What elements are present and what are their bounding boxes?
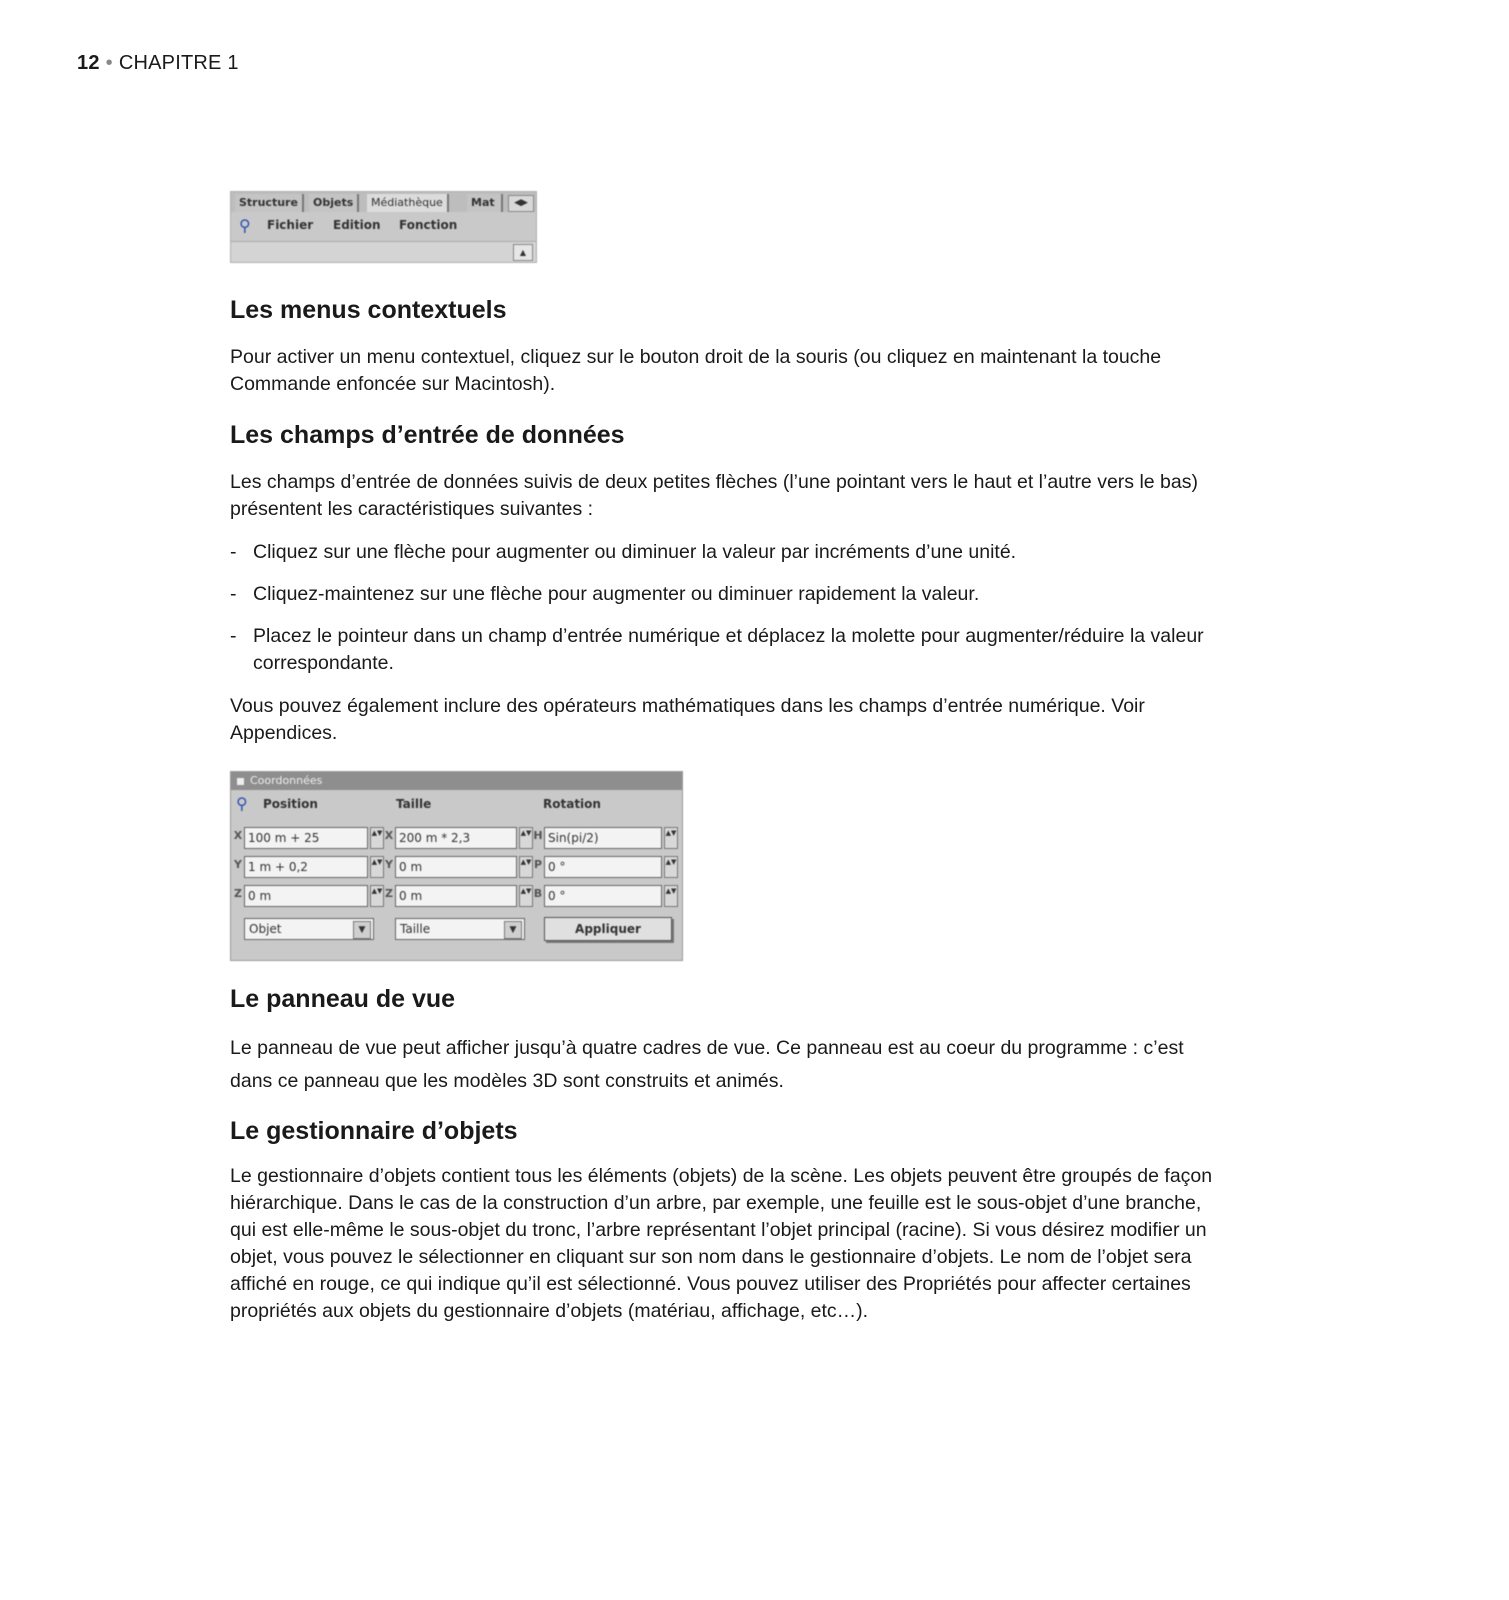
axis-label-p: P	[533, 858, 543, 871]
list-item	[230, 581, 1230, 608]
menu-bar	[231, 214, 536, 238]
spinner-arrows-icon[interactable]: ▲▼	[664, 885, 678, 907]
bullet-dash: -	[230, 625, 237, 647]
axis-label-y: Y	[234, 858, 242, 871]
size-mode-value: Taille	[400, 922, 431, 936]
rotation-b-field[interactable]: 0 °	[544, 885, 662, 907]
heading-menus-contextuels: Les menus contextuels	[230, 296, 507, 324]
spinner-arrows-icon[interactable]: ▲▼	[664, 856, 678, 878]
apply-button[interactable]: Appliquer	[544, 917, 672, 941]
chapter-label: CHAPITRE 1	[118, 52, 239, 74]
rotation-p-field[interactable]: 0 °	[544, 856, 662, 878]
tab-scroll-arrows-icon[interactable]: ◀▶	[508, 195, 534, 212]
toolbar-screenshot	[230, 191, 537, 263]
spinner-arrows-icon[interactable]: ▲▼	[519, 827, 533, 849]
axis-label-z: Z	[385, 887, 393, 900]
chevron-down-icon[interactable]: ▼	[353, 921, 371, 939]
list-item	[230, 623, 1230, 677]
bullet-dash: -	[230, 583, 237, 605]
panel-title-bar	[231, 772, 682, 790]
chevron-down-icon[interactable]: ▼	[504, 921, 522, 939]
list-item-text: Cliquez sur une flèche pour augmenter ou diminuer la valeur par incréments d’une unité.	[253, 541, 1017, 563]
heading-champs-entree: Les champs d’entrée de données	[230, 421, 625, 449]
list-item-text: Cliquez-maintenez sur une flèche pour augmenter ou diminuer rapidement la valeur.	[253, 583, 980, 605]
tab-bar	[231, 192, 536, 212]
axis-label-y: Y	[385, 858, 393, 871]
spinner-arrows-icon[interactable]: ▲▼	[370, 856, 384, 878]
paragraph-gestionnaire-objets: Le gestionnaire d’objets contient tous les éléments (objets) de la scène. Les objets peuvent être groupés de façon hiérarchique. Dans le cas de la construction d’un arbre, par exemple, une feuille est le sous-objet d’une branche, qui est elle-même le sous-objet du tronc, l’arbre représentant l’objet principal (racine). Si vous désirez modifier un objet, vous pouvez le sélectionner en cliquant sur son nom dans le gestionnaire d’objets. Le nom de l’objet sera affiché en rouge, ce qui indique qu’il est sélectionné. Vous pouvez utiliser des Propriétés pour affecter certaines propriétés aux objets du gestionnaire d’objets (matériau, affichage, etc…).	[230, 1165, 1213, 1322]
column-taille: Taille	[396, 797, 432, 811]
paragraph-champs-outro: Vous pouvez également inclure des opérateurs mathématiques dans les champs d’entrée numérique. Voir Appendices.	[230, 695, 1145, 744]
taille-z-field[interactable]: 0 m	[395, 885, 517, 907]
paragraph-menus-contextuels: Pour activer un menu contextuel, cliquez sur le bouton droit de la souris (ou cliquez en maintenant la touche Commande enfoncée sur Macintosh).	[230, 346, 1162, 395]
spinner-arrows-icon[interactable]: ▲▼	[519, 885, 533, 907]
spinner-arrows-icon[interactable]: ▲▼	[664, 827, 678, 849]
running-head	[77, 52, 239, 75]
axis-label-z: Z	[234, 887, 242, 900]
coordinate-system-select[interactable]	[244, 918, 374, 940]
scroll-up-icon[interactable]: ▲	[513, 244, 533, 261]
position-y-field[interactable]: 1 m + 0,2	[244, 856, 368, 878]
menu-fichier[interactable]: Fichier	[267, 218, 314, 232]
panel-title: Coordonnées	[250, 774, 323, 787]
page-number: 12	[77, 52, 100, 74]
separator-dot: •	[105, 52, 113, 74]
paragraph-champs-intro: Les champs d’entrée de données suivis de deux petites flèches (l’une pointant vers le haut et l’autre vers le bas) présentent les caractéristiques suivantes :	[230, 471, 1198, 520]
tab-mediatheque[interactable]: Médiathèque	[367, 194, 449, 212]
menu-edition[interactable]: Edition	[333, 218, 381, 232]
spinner-arrows-icon[interactable]: ▲▼	[519, 856, 533, 878]
position-x-field[interactable]: 100 m + 25	[244, 827, 368, 849]
paragraph-panneau-vue: Le panneau de vue peut afficher jusqu’à quatre cadres de vue. Ce panneau est au coeur du programme : c’est dans ce panneau que les modèles 3D sont construits et animés.	[230, 1037, 1184, 1092]
pin-icon[interactable]: ⚲	[236, 794, 248, 813]
column-position: Position	[263, 797, 318, 811]
pin-icon[interactable]: ⚲	[239, 216, 251, 235]
spinner-arrows-icon[interactable]: ▲▼	[370, 885, 384, 907]
axis-label-x: X	[233, 829, 243, 842]
size-mode-select[interactable]	[395, 918, 525, 940]
scrollbar[interactable]	[231, 241, 536, 262]
tab-structure[interactable]: Structure	[235, 194, 304, 212]
axis-label-b: B	[533, 887, 543, 900]
taille-y-field[interactable]: 0 m	[395, 856, 517, 878]
tab-objets[interactable]: Objets	[309, 194, 359, 212]
rotation-h-field[interactable]: Sin(pi/2)	[544, 827, 662, 849]
coordinates-screenshot	[230, 771, 683, 961]
axis-label-h: H	[533, 829, 543, 842]
heading-gestionnaire-objets: Le gestionnaire d’objets	[230, 1117, 518, 1145]
position-z-field[interactable]: 0 m	[244, 885, 368, 907]
coordinate-system-value: Objet	[249, 922, 282, 936]
axis-label-x: X	[384, 829, 394, 842]
taille-x-field[interactable]: 200 m * 2,3	[395, 827, 517, 849]
menu-fonction[interactable]: Fonction	[399, 218, 458, 232]
bullet-dash: -	[230, 541, 237, 563]
heading-panneau-vue: Le panneau de vue	[230, 985, 456, 1013]
list-item	[230, 539, 1230, 566]
tab-materiaux[interactable]: Mat	[467, 194, 503, 212]
close-box-icon[interactable]	[237, 778, 244, 785]
column-rotation: Rotation	[543, 797, 601, 811]
spinner-arrows-icon[interactable]: ▲▼	[370, 827, 384, 849]
list-item-text: Placez le pointeur dans un champ d’entrée numérique et déplacez la molette pour augmenter/réduire la valeur correspondante.	[253, 625, 1204, 674]
